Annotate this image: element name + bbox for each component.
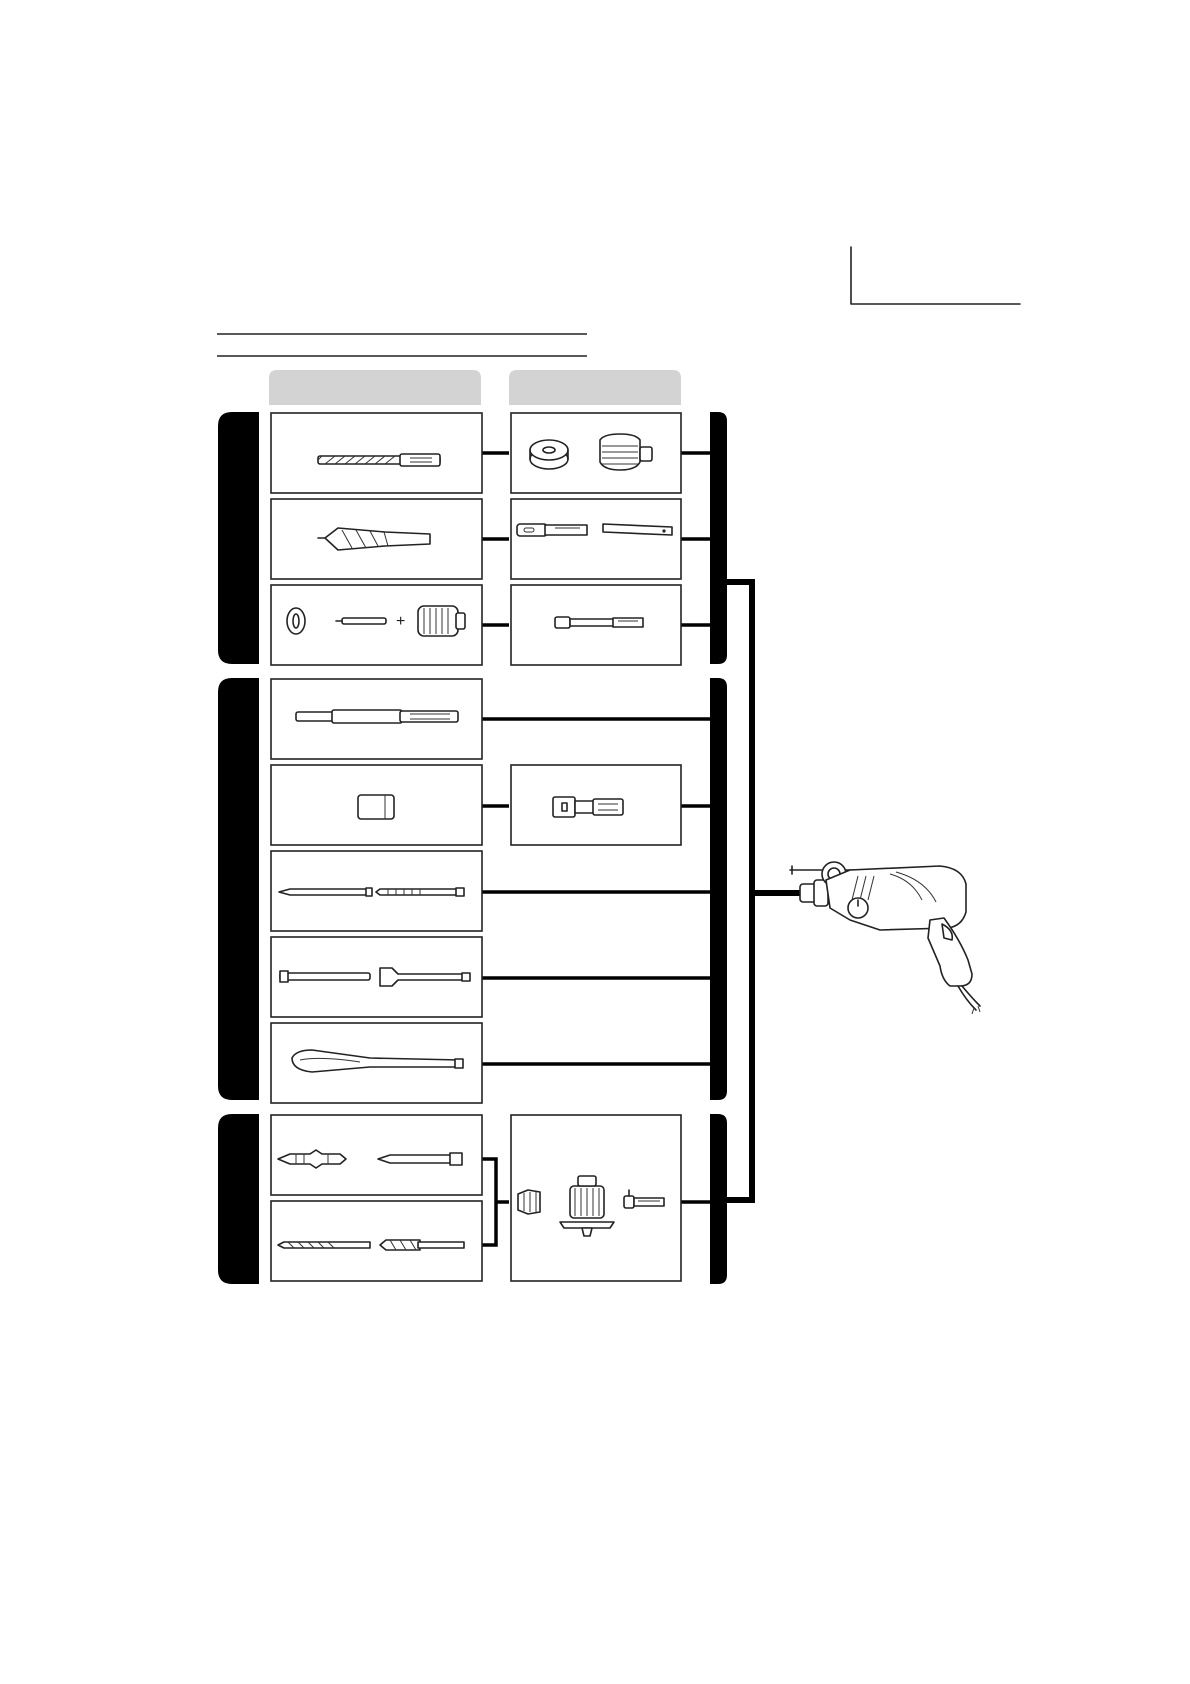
bit-box-8 — [271, 1023, 482, 1103]
adapter-box-4 — [511, 765, 681, 845]
right-bar-3 — [710, 1114, 727, 1284]
page-corner-mark — [851, 247, 1020, 304]
center-pin-adapter-icon — [555, 617, 643, 628]
section-tab-2 — [218, 678, 259, 1100]
adapter-box-1 — [511, 413, 681, 493]
section-tab-1 — [218, 412, 259, 664]
column-header-bits — [269, 370, 481, 405]
column-header-adapters — [509, 370, 681, 405]
bit-box-1 — [271, 413, 482, 493]
bit-box-4 — [271, 679, 482, 759]
bit-box-7 — [271, 937, 482, 1017]
bit-box-5 — [271, 765, 482, 845]
section-tab-3 — [218, 1114, 259, 1284]
plus-sign: + — [396, 613, 406, 630]
bit-box-10 — [271, 1201, 482, 1281]
bit-box-6 — [271, 851, 482, 931]
adapter-box-3 — [511, 585, 681, 665]
right-bar-1 — [710, 412, 727, 664]
right-bar-2 — [710, 678, 727, 1100]
rotary-hammer-icon — [790, 862, 980, 1014]
bit-box-3 — [271, 585, 482, 665]
point-chisel-icon — [279, 888, 464, 896]
adapter-box-2 — [511, 499, 681, 579]
anchor-sleeve-icon — [358, 795, 394, 819]
title-rules — [217, 334, 587, 356]
bull-point-icon — [296, 710, 458, 723]
adapter-box-5 — [511, 1115, 681, 1281]
bit-box-2 — [271, 499, 482, 579]
sds-drill-bit-icon — [318, 454, 440, 466]
bit-box-9 — [271, 1115, 482, 1195]
